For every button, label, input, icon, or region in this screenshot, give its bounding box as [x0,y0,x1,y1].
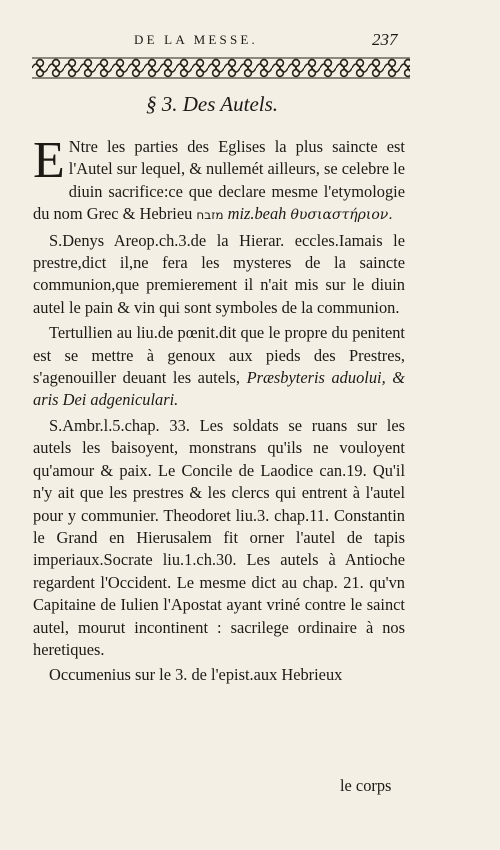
running-head-title: DE LA MESSE. [134,32,258,47]
paragraph-1-text: Ntre les parties des Eglises la plus saincte est l'Autel sur lequel, & nullemét ailleurs, se celebre le diuin sacrifice:ce que declare mesme l'etymologie du nom Grec & Hebrieu [33,137,405,224]
paragraph-2: S.Denys Areop.ch.3.de la Hierar. eccles.Iamais le prestre,dict il,ne fera les mysteres de la saincte communion,que premierement il n'ait mis sur le diuin autel le pain & vin qui sont symboles de la communion. [33,230,405,317]
hebrew-word: מזבח [196,208,224,223]
catchword: le corps [340,776,392,795]
paragraph-3 [33,322,405,412]
section-heading: § 3. Des Autels. [146,92,279,116]
latin-quotation: Præsbyteris aduolui, & aris Dei adgeniculari. [33,368,405,410]
greek-word: θυσιαστήριον. [290,207,393,224]
paragraph-5: Occumenius sur le 3. de l'epist.aux Hebrieux [49,665,343,685]
decorative-ornament-band [32,57,410,79]
page-number: 237 [372,30,398,49]
paragraph-1 [33,132,405,227]
running-head [0,28,500,52]
paragraph-3-text: Tertullien au liu.de pœnit.dit que le propre du penitent est se mettre à genoux aux pieds des Prestres, s'agenouiller deuant les autels, [33,323,405,388]
transliteration: miz.beah [227,204,287,224]
body-text [33,132,405,687]
drop-cap: E [33,132,65,189]
paragraph-4: S.Ambr.l.5.chap. 33. Les soldats se ruans sur les autels les baisoyent, monstrans qu'ils ne vouloyent qu'amour & paix. Le Concile de Laodice can.19. Qu'il n'y ait que les prestres & les clercs qui entrent à l'autel pour y communier. Theodoret liu.3. chap.11. Constantin le Grand en Hierusalem fit orner l'autel de tapis imperiaux.Socrate liu.1.ch.30. Les autels à Antioche regardent l'Occident. Le mesme dict au chap. 21. qu'vn Capitaine de Iulien l'Apostat ayant vriné contre le sainct autel, mourut incontinent : sacrilege ordinaire à nos heretiques. [33,415,405,659]
